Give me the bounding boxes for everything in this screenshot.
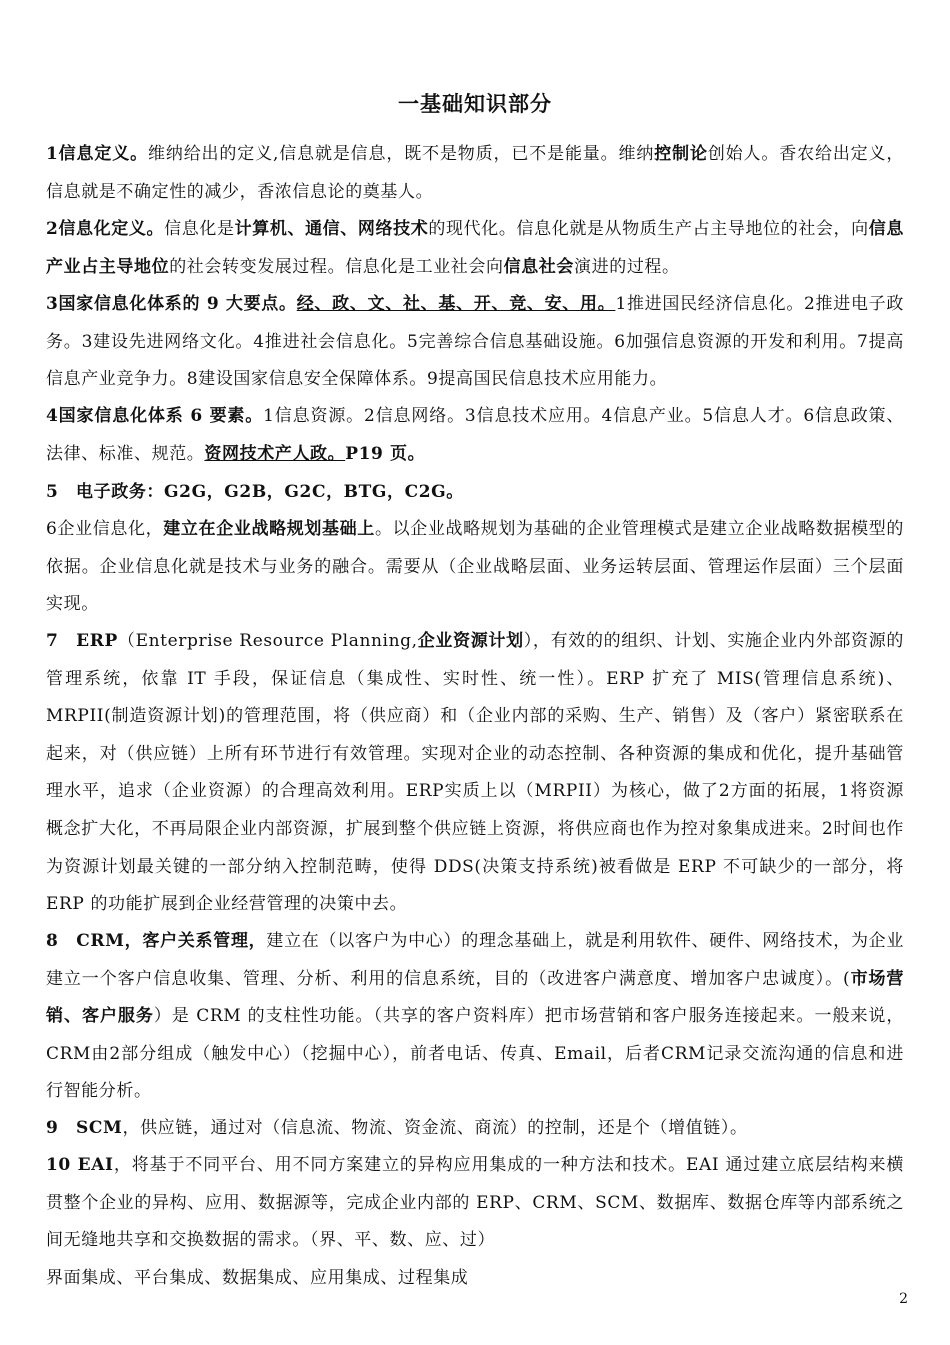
p3-heading: 3国家信息化体系的 9 大要点。 <box>46 294 297 314</box>
p6-heading: 6企业信息化， <box>46 519 164 539</box>
p11-text: 界面集成、平台集成、数据集成、应用集成、过程集成 <box>46 1268 469 1288</box>
p7-text-b: ），有效的的组织、计划、实施企业内外部资源的管理系统，依靠 IT 手段，保证信息（集成性、实时性、统一性）。ERP 扩充了 MIS(管理信息系统)、MRPII(制造资源计划)的管理范围，将（供应商）和（企业内部的采购、生产、销售）及（客户）紧密联系在起来，对（供应链）上所有环节进行有效管理。实现对企业的动态控制、各种资源的集成和优化，提升基础管理水平，追求（企业资源）的合理高效利用。ERP实质上以（MRPII）为核心，做了2方面的拓展，1将资源概念扩大化，不再局限企业内部资源，扩展到整个供应链上资源，将供应商也作为控对象集成进来。2时间也作为资源计划最关键的一部分纳入控制范畴，使得 DDS(决策支持系统)被看做是 ERP 不可缺少的一部分，将 ERP 的功能扩展到企业经营管理的决策中去。 <box>46 631 905 915</box>
p10-heading: 10 EAI <box>46 1155 114 1175</box>
paragraph-4 <box>46 398 904 473</box>
p4-heading: 4国家信息化体系 6 要素。 <box>46 406 264 426</box>
paragraph-2 <box>46 211 904 286</box>
p9-heading: 9 SCM <box>46 1118 123 1138</box>
p2-text-a: 信息化是 <box>164 219 235 239</box>
paragraph-5 <box>46 474 904 512</box>
p7-bold-term: 企业资源计划 <box>417 631 524 651</box>
p4-text: 1信息资源。2信息网络。3信息技术应用。4信息产业。5信息人才。6信息政策、法律、标准、规范。 <box>46 406 904 464</box>
p6-bold-term: 建立在企业战略规划基础上 <box>163 519 375 539</box>
p2-text-d: 演进的过程。 <box>574 256 680 277</box>
p2-bold-term-a: 计算机、通信、网络技术 <box>234 219 429 239</box>
paragraph-8 <box>46 923 904 1111</box>
p4-underlined-mnemonic: 资网技术产人政。 <box>204 443 346 464</box>
p2-text-b: 的现代化。信息化就是从物质生产占主导地位的社会，向 <box>428 219 869 239</box>
p7-text-a: （Enterprise Resource Planning, <box>117 631 418 651</box>
paragraph-1 <box>46 136 904 211</box>
p3-underlined-mnemonic: 经、政、文、社、基、开、竞、安、用。 <box>296 294 616 314</box>
p8-heading: 8 CRM，客户关系管理， <box>46 931 267 951</box>
p2-bold-term-c: 信息社会 <box>503 256 575 277</box>
p1-text-a: 维纳给出的定义,信息就是信息，既不是物质，已不是能量。维纳 <box>147 144 655 164</box>
paragraph-10 <box>46 1147 904 1260</box>
paragraph-3 <box>46 286 904 399</box>
p8-text-a: 建立在（以客户为中心）的理念基础上，就是利用软件、硬件、网络技术，为企业建立一个客户信息收集、管理、分析、利用的信息系统，目的（改进客户满意度、增加客户忠诚度）。( <box>46 931 904 989</box>
p1-text-b: 创始人。香农给出定义，信息就是不确定性的减少，香浓信息论的奠基人。 <box>46 144 904 202</box>
paragraph-11 <box>46 1260 904 1298</box>
p2-bold-term-b: 信息产业占主导地位 <box>46 219 904 277</box>
p10-text: ，将基于不同平台、用不同方案建立的异构应用集成的一种方法和技术。EAI 通过建立底层结构来横贯整个企业的异构、应用、数据源等，完成企业内部的 ERP、CRM、SCM、数据库、数据仓库等内部系统之间无缝地共享和交换数据的需求。（界、平、数、应、过） <box>46 1155 904 1251</box>
p1-heading: 1信息定义。 <box>46 144 148 164</box>
page-title: 一基础知识部分 <box>398 91 552 116</box>
p2-heading: 2信息化定义。 <box>46 219 165 239</box>
p9-text: ，供应链，通过对（信息流、物流、资金流、商流）的控制，还是个（增值链）。 <box>122 1118 748 1138</box>
paragraph-9 <box>46 1110 904 1148</box>
p5-heading: 5 电子政务：G2G，G2B，G2C，BTG，C2G。 <box>46 482 464 502</box>
paragraph-7 <box>46 623 904 924</box>
p8-text-b: ）是 CRM 的支柱性功能。（共享的客户资料库）把市场营销和客户服务连接起来。一般来说，CRM由2部分组成（触发中心）（挖掘中心），前者电话、传真、Email，后者CRM记录交流沟通的信息和进行智能分析。 <box>46 1006 905 1102</box>
page-number: 2 <box>899 1291 908 1307</box>
p6-text: 。以企业战略规划为基础的企业管理模式是建立企业战略数据模型的依据。企业信息化就是技术与业务的融合。需要从（企业战略层面、业务运转层面、管理运作层面）三个层面实现。 <box>46 519 905 615</box>
p4-page-ref: P19 页。 <box>345 443 426 464</box>
p1-bold-term: 控制论 <box>654 144 708 164</box>
paragraph-6 <box>46 511 904 624</box>
p2-text-c: 的社会转变发展过程。信息化是工业社会向 <box>169 256 504 277</box>
p7-heading: 7 ERP <box>46 631 118 651</box>
p8-bold-term: 市场营销、客户服务 <box>46 968 904 1027</box>
p3-text: 1推进国民经济信息化。2推进电子政务。3建设先进网络文化。4推进社会信息化。5完善综合信息基础设施。6加强信息资源的开发和利用。7提高信息产业竞争力。8建设国家信息安全保障体系。9提高国民信息技术应用能力。 <box>46 294 904 390</box>
